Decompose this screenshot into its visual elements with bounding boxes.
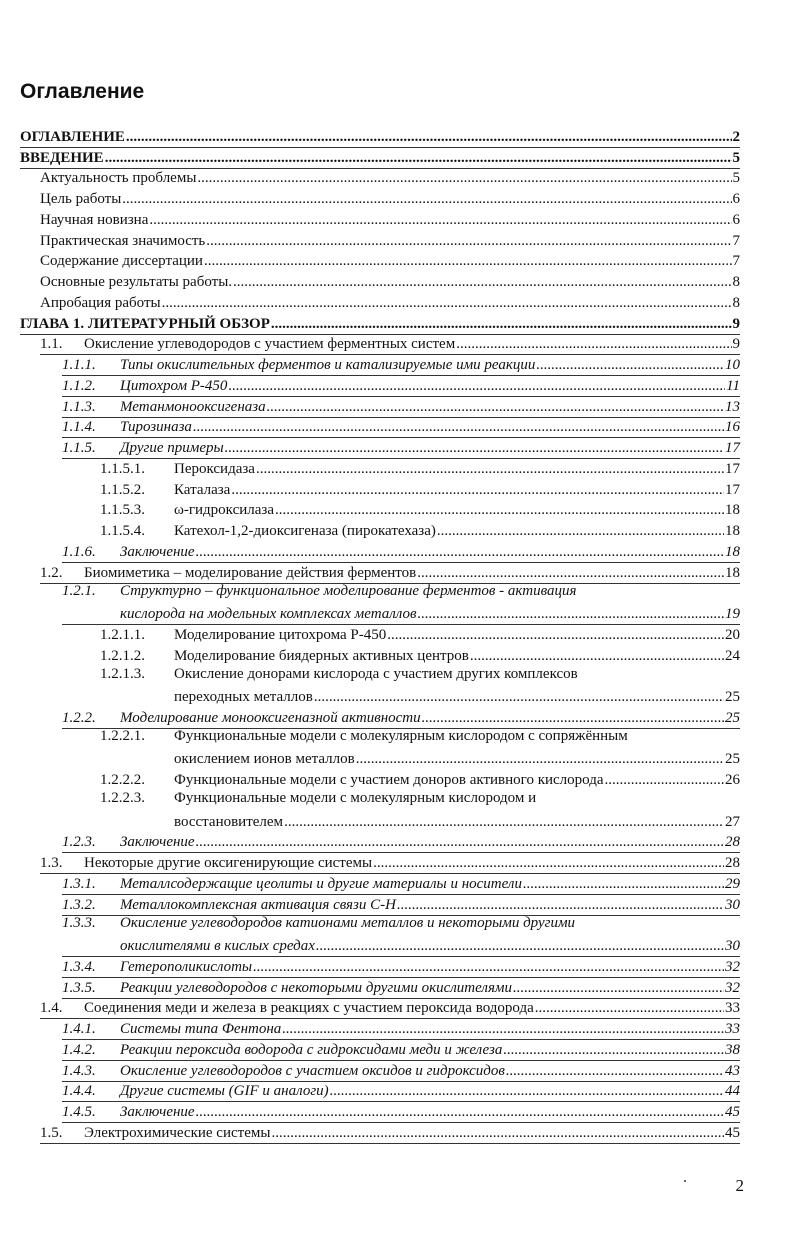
toc-entry-page: 6 [732, 191, 740, 207]
toc-entry[interactable] [0, 480, 796, 501]
toc-dot-leader [256, 461, 724, 478]
toc-entry-title: Практическая значимость [40, 232, 206, 249]
toc-entry-page: 18 [725, 523, 740, 539]
toc-entry-title: Окисление углеводородов с участием ферментных систем [84, 336, 456, 353]
toc-entry[interactable] [0, 355, 796, 376]
toc-entry-page: 6 [732, 211, 740, 228]
toc-dot-leader [196, 1104, 724, 1121]
toc-entry-title: Содержание диссертации [40, 253, 203, 270]
toc-entry-page: 7 [732, 232, 740, 249]
toc-entry-number: 1.3.5. [62, 979, 96, 996]
toc-dot-leader [387, 627, 724, 644]
toc-entry[interactable] [0, 1123, 796, 1144]
toc-entry-page: 7 [732, 253, 740, 270]
toc-entry-page: 25 [725, 709, 740, 726]
toc-entry-number: 1.2.2. [62, 709, 96, 726]
toc-entry-title: Научная новизна [40, 211, 149, 228]
toc-entry[interactable] [0, 584, 796, 626]
toc-dot-leader [193, 419, 724, 436]
toc-entry[interactable] [0, 1019, 796, 1040]
toc-entry[interactable] [0, 314, 796, 335]
toc-entry-title: Окисление углеводородов катионами металлов и некоторыми другими [120, 914, 576, 931]
toc-entry[interactable] [0, 189, 796, 210]
toc-entry-number: 1.1.5.3. [100, 502, 145, 519]
toc-dot-leader [225, 440, 724, 457]
page-number: 2 [735, 1176, 744, 1195]
toc-dot-leader [233, 274, 731, 291]
toc-entry-page: 2 [732, 128, 740, 145]
toc-entry-title: ВВЕДЕНИЕ [20, 149, 104, 166]
toc-entry-title: Окисление донорами кислорода с участием других комплексов [174, 665, 578, 682]
toc-dot-leader [196, 834, 724, 851]
toc-entry[interactable] [0, 459, 796, 480]
toc-entry[interactable] [0, 1061, 796, 1082]
toc-dot-leader [284, 814, 724, 831]
toc-dot-leader [513, 980, 724, 997]
toc-entry-title: Цель работы [40, 191, 122, 207]
toc-entry-title: Типы окислительных ферментов и катализируемые ими реакции [120, 357, 536, 373]
toc-entry-title-continued: переходных металлов [174, 689, 313, 705]
toc-entry-number: 1.2.1.3. [100, 665, 145, 682]
toc-entry-page: 17 [725, 481, 740, 498]
toc-entry-page: 13 [725, 398, 740, 415]
toc-entry-number: 1.2.1. [62, 582, 96, 599]
toc-entry-number: 1.1.5.1. [100, 460, 145, 477]
toc-dot-leader [356, 751, 724, 768]
toc-entry-page: 45 [725, 1124, 740, 1141]
toc-entry-title: Пероксидаза [174, 460, 255, 477]
toc-dot-leader [126, 129, 732, 146]
toc-entry-page: 32 [725, 979, 740, 996]
toc-entry-page: 27 [725, 813, 740, 830]
toc-entry-page: 25 [725, 689, 740, 705]
toc-entry[interactable] [0, 231, 796, 252]
toc-dot-leader [197, 170, 731, 187]
toc-entry-title: Основные результаты работы. [40, 274, 233, 290]
toc-entry[interactable] [0, 169, 796, 190]
toc-entry-title: Структурно – функциональное моделирование ферментов - активация [120, 582, 577, 599]
toc-entry-number: 1.1.5. [62, 440, 96, 456]
toc-entry-title: Реакции углеводородов с некоторыми другими окислителями [120, 979, 512, 996]
toc-entry-title: Катехол-1,2-диоксигеназа (пирокатехаза) [174, 523, 436, 539]
toc-entry-page: 9 [732, 315, 740, 332]
toc-entry-page: 16 [725, 419, 740, 436]
toc-entry-page: 32 [725, 958, 740, 975]
toc-dot-leader [316, 938, 724, 955]
toc-entry[interactable] [0, 1082, 796, 1103]
toc-entry-number: 1.1. [40, 336, 63, 353]
page-heading: Оглавление [20, 80, 145, 103]
toc-entry-page: 18 [725, 543, 740, 560]
toc-entry-number: 1.1.2. [62, 377, 96, 394]
toc-entry-page: 18 [725, 502, 740, 519]
toc-dot-leader [418, 606, 725, 623]
toc-entry-page: 19 [725, 606, 740, 622]
toc-entry-page: 45 [725, 1104, 740, 1120]
toc-entry-number: 1.2.1.1. [100, 626, 145, 643]
toc-entry-page: 10 [725, 357, 740, 373]
toc-dot-leader [204, 253, 732, 270]
toc-entry[interactable] [0, 521, 796, 542]
toc-entry-page: 26 [725, 772, 740, 788]
toc-entry-page: 8 [732, 274, 740, 290]
toc-entry[interactable] [0, 999, 796, 1020]
toc-dot-leader [275, 502, 724, 519]
toc-entry[interactable] [0, 127, 796, 148]
toc-entry-page: 17 [725, 460, 740, 477]
toc-entry-page: 28 [725, 855, 740, 871]
toc-entry[interactable] [0, 148, 796, 169]
toc-entry[interactable] [0, 542, 796, 563]
toc-entry-number: 1.2.2.2. [100, 772, 145, 788]
toc-entry-number: 1.5. [40, 1124, 63, 1141]
toc-entry-number: 1.2. [40, 564, 63, 581]
toc-entry-title: Соединения меди и железа в реакциях с участием пероксида водорода [84, 1000, 534, 1017]
toc-entry-page: 38 [725, 1041, 740, 1058]
toc-dot-leader [149, 212, 731, 229]
toc-entry-title: Системы типа Фентона [120, 1021, 282, 1037]
toc-entry-number: 1.2.2.3. [100, 790, 145, 806]
toc-dot-leader [503, 1042, 724, 1059]
toc-dot-leader [535, 1000, 724, 1017]
toc-entry-page: 30 [725, 938, 740, 954]
toc-entry[interactable] [0, 1102, 796, 1123]
toc-dot-leader [330, 1083, 724, 1100]
toc-entry-page: 9 [732, 336, 740, 353]
toc-entry-title: Металлокомплексная активация связи С-Н [120, 896, 396, 913]
toc-entry-number: 1.4.1. [62, 1021, 96, 1037]
toc-entry[interactable] [0, 957, 796, 978]
toc-entry[interactable] [0, 438, 796, 459]
toc-entry-number: 1.3.1. [62, 875, 96, 892]
toc-entry-title: Заключение [120, 834, 195, 851]
toc-entry-title: ГЛАВА 1. ЛИТЕРАТУРНЫЙ ОБЗОР [20, 315, 270, 332]
scan-speck [684, 1180, 686, 1182]
toc-entry[interactable] [0, 833, 796, 854]
toc-entry[interactable] [0, 397, 796, 418]
toc-dot-leader [456, 336, 731, 353]
toc-entry-number: 1.3.3. [62, 914, 96, 931]
toc-dot-leader [536, 357, 724, 374]
toc-entry-title: Функциональные модели с участием доноров активного кислорода [174, 772, 604, 788]
toc-entry[interactable] [0, 853, 796, 874]
toc-entry-title: Гетерополикислоты [120, 958, 253, 975]
toc-entry-title: ω-гидроксилаза [174, 502, 275, 519]
toc-entry-title: Заключение [120, 543, 195, 560]
toc-entry-title: Окисление углеводородов с участием оксидов и гидроксидов [120, 1062, 505, 1079]
toc-entry-page: 20 [725, 626, 740, 643]
toc-entry-number: 1.1.5.4. [100, 523, 145, 539]
toc-dot-leader [267, 399, 724, 416]
toc-entry-number: 1.4.2. [62, 1041, 96, 1058]
toc-entry-title-continued: восстановителем [174, 813, 284, 830]
toc-entry[interactable] [0, 729, 796, 771]
toc-entry-title: Реакции пероксида водорода с гидроксидами меди и железа [120, 1041, 503, 1058]
toc-entry-title: Металлсодержащие цеолиты и другие материалы и носители [120, 875, 522, 892]
toc-dot-leader [417, 565, 724, 582]
toc-entry-number: 1.2.1.2. [100, 647, 145, 664]
toc-entry-number: 1.1.1. [62, 357, 96, 373]
toc-entry-title: ОГЛАВЛЕНИЕ [20, 128, 125, 145]
toc-entry-page: 44 [725, 1083, 740, 1100]
toc-entry[interactable] [0, 272, 796, 293]
toc-entry[interactable] [0, 916, 796, 958]
toc-dot-leader [231, 482, 724, 499]
toc-entry-page: 5 [732, 149, 740, 166]
toc-dot-leader [314, 689, 724, 706]
toc-entry[interactable] [0, 646, 796, 667]
toc-entry-title: Заключение [120, 1104, 195, 1120]
toc-entry-page: 33 [725, 1000, 740, 1017]
toc-entry-number: 1.2.3. [62, 834, 96, 851]
toc-entry[interactable] [0, 376, 796, 397]
toc-entry-title-continued: кислорода на модельных комплексах металлов [120, 606, 417, 622]
toc-entry-title-continued: окислителями в кислых средах [120, 938, 315, 954]
toc-entry-page: 24 [725, 647, 740, 664]
toc-entry-number: 1.1.3. [62, 398, 96, 415]
toc-entry-number: 1.3.2. [62, 896, 96, 913]
toc-entry[interactable] [0, 501, 796, 522]
toc-entry[interactable] [0, 293, 796, 314]
toc-entry[interactable] [0, 252, 796, 273]
toc-entry-title: Биомиметика – моделирование действия ферментов [84, 564, 417, 581]
toc-entry-title: Функциональные модели с молекулярным кислородом с сопряжённым [174, 727, 628, 744]
toc-entry-title: Моделирование монооксигеназной активности [120, 709, 421, 726]
toc-entry[interactable] [0, 708, 796, 729]
toc-dot-leader [470, 648, 724, 665]
toc-entry-page: 28 [725, 834, 740, 851]
toc-entry-page: 18 [725, 564, 740, 581]
toc-entry-title: Тирозиназа [120, 419, 192, 436]
toc-dot-leader [437, 523, 724, 540]
toc-entry-page: 30 [725, 896, 740, 913]
toc-dot-leader [271, 1125, 724, 1142]
toc-entry[interactable] [0, 874, 796, 895]
toc-dot-leader [605, 772, 724, 789]
toc-entry[interactable] [0, 978, 796, 999]
toc-entry-title: Каталаза [174, 481, 231, 498]
toc-dot-leader [122, 191, 731, 208]
toc-entry-number: 1.3.4. [62, 958, 96, 975]
toc-entry-number: 1.2.2.1. [100, 727, 145, 744]
toc-entry[interactable] [0, 563, 796, 584]
toc-dot-leader [162, 295, 732, 312]
toc-entry-title: Актуальность проблемы [40, 170, 197, 187]
toc-entry-page: 8 [732, 294, 740, 311]
toc-entry-number: 1.3. [40, 855, 63, 871]
toc-entry[interactable] [0, 210, 796, 231]
toc-entry-rule [40, 1143, 740, 1144]
toc-entry-title: Некоторые другие оксигенирующие системы [84, 855, 373, 871]
toc-entry-title: Другие примеры [120, 440, 224, 456]
toc-entry-number: 1.1.6. [62, 543, 96, 560]
toc-dot-leader [105, 150, 732, 167]
toc-entry-title: Другие системы (GIF и аналоги) [120, 1083, 329, 1100]
toc-entry-number: 1.4.3. [62, 1062, 96, 1079]
toc-dot-leader [422, 710, 724, 727]
toc-entry-number: 1.4.4. [62, 1083, 96, 1100]
toc-dot-leader [373, 855, 724, 872]
toc-entry-title: Функциональные модели с молекулярным кислородом и [174, 790, 537, 806]
toc-dot-leader [228, 378, 725, 395]
toc-entry-page: 43 [725, 1062, 740, 1079]
toc-dot-leader [196, 544, 724, 561]
toc-entry-number: 1.4. [40, 1000, 63, 1017]
toc-entry-title: Цитохром Р-450 [120, 377, 228, 394]
toc-entry[interactable] [0, 791, 796, 833]
toc-dot-leader [271, 316, 732, 333]
toc-entry[interactable] [0, 335, 796, 356]
toc-entry-page: 17 [725, 440, 740, 456]
toc-entry-number: 1.4.5. [62, 1104, 96, 1120]
toc-entry-page: 29 [725, 875, 740, 892]
toc-entry-page: 5 [732, 170, 740, 187]
toc-entry[interactable] [0, 770, 796, 791]
toc-dot-leader [206, 233, 731, 250]
toc-entry[interactable] [0, 895, 796, 916]
toc-entry-title: Моделирование цитохрома Р-450 [174, 626, 387, 643]
toc-entry-title: Электрохимические системы [84, 1124, 271, 1141]
toc-entry-title: Метанмонооксигеназа [120, 398, 266, 415]
toc-entry[interactable] [0, 418, 796, 439]
toc-dot-leader [523, 876, 724, 893]
toc-entry-title-continued: окислением ионов металлов [174, 751, 355, 768]
toc-entry-page: 33 [725, 1021, 740, 1037]
toc-entry[interactable] [0, 667, 796, 709]
toc-entry-page: 25 [725, 751, 740, 768]
toc-entry-title: Моделирование биядерных активных центров [174, 647, 469, 664]
toc-entry-page: 11 [726, 377, 740, 394]
toc-entry[interactable] [0, 1040, 796, 1061]
toc-dot-leader [253, 959, 724, 976]
toc-entry-title: Апробация работы [40, 294, 161, 311]
toc-dot-leader [282, 1021, 724, 1038]
toc-entry-number: 1.1.5.2. [100, 481, 145, 498]
toc-entry-number: 1.1.4. [62, 419, 96, 436]
toc-dot-leader [506, 1063, 724, 1080]
toc-dot-leader [397, 897, 724, 914]
toc-entry[interactable] [0, 625, 796, 646]
